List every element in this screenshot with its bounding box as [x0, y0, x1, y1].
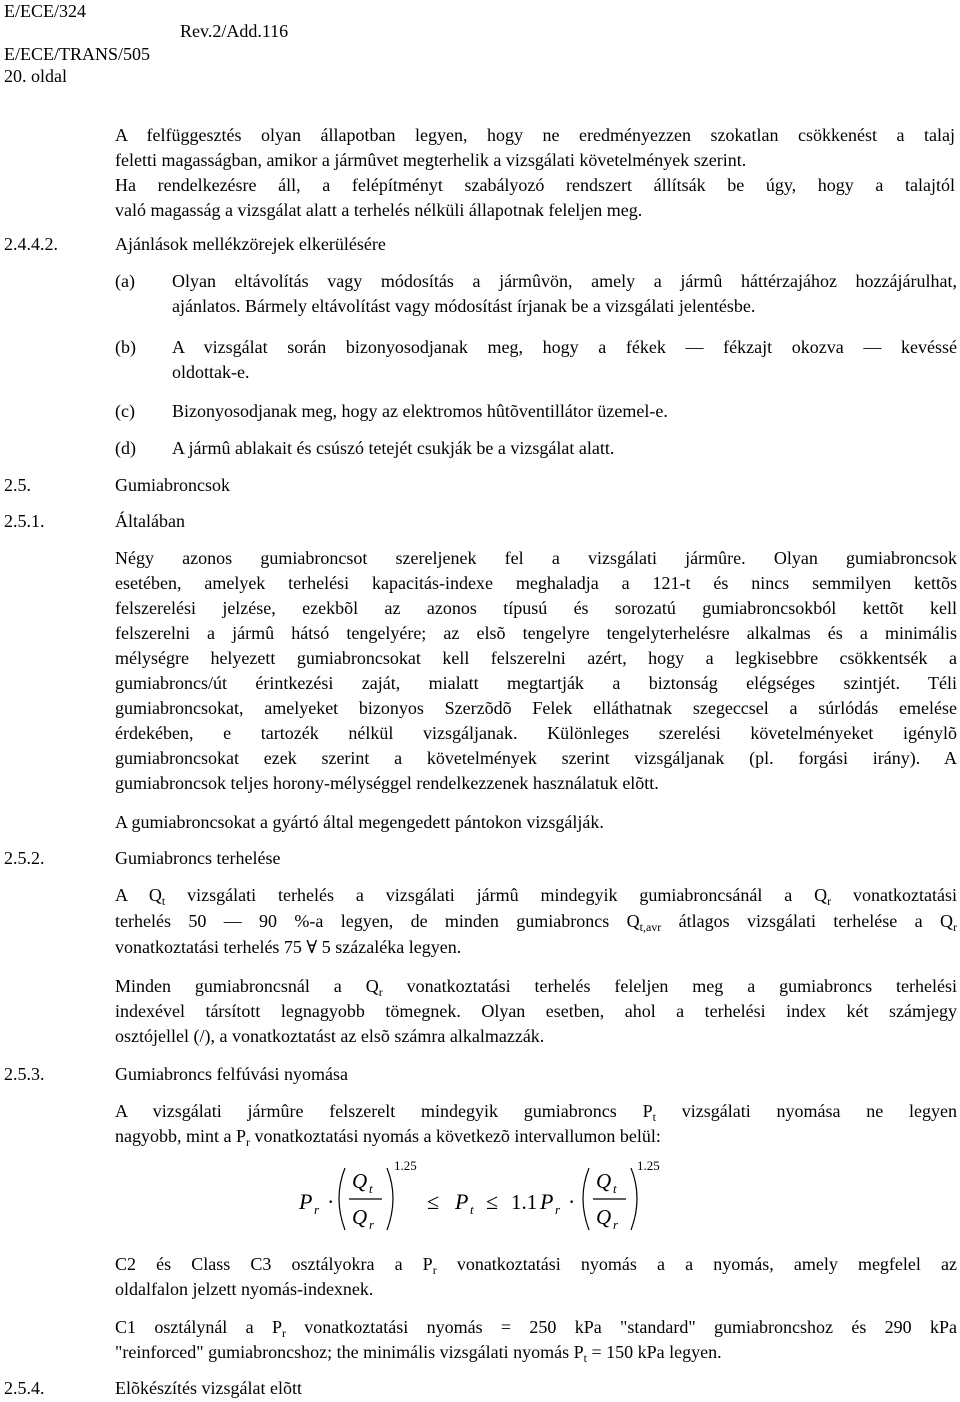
svg-text:t: t: [369, 1181, 373, 1196]
section-number: 2.5.4.: [4, 1378, 45, 1398]
paragraph-line: érdekében, e tartozék nélkül vizsgáljanak. Különleges szerelési követelményeket igénylõ: [115, 723, 957, 743]
paragraph-line: C2 és Class C3 osztályokra a $P_r$ vonatkoztatási nyomás a a nyomás, amely megfelel az: [115, 1254, 958, 1277]
section-number: 2.5.2.: [4, 848, 45, 868]
section-number: 2.5.: [4, 475, 31, 495]
svg-text:P: P: [299, 1189, 313, 1214]
svg-text:1.1: 1.1: [511, 1190, 538, 1214]
paragraph-line: "reinforced" gumiabroncshoz; the minimális vizsgálati nyomás $P_t = 150$ kPa legyen.: [115, 1342, 722, 1365]
svg-text:Q: Q: [596, 1169, 612, 1193]
intro-line: A felfüggesztés olyan állapotban legyen, hogy ne eredményezzen szokatlan csökkenést a talaj: [115, 125, 955, 145]
item-label: (c): [115, 401, 135, 421]
intro-line: Ha rendelkezésre áll, a felépítményt szabályozó rendszert állítsák be úgy, hogy a talajtól: [115, 175, 955, 195]
trans-code: E/ECE/TRANS/505: [4, 44, 151, 64]
paragraph-line: vonatkoztatási terhelés 75 ∀ 5 százaléka legyen.: [115, 937, 462, 957]
paragraph-line: A gumiabroncsokat a gyártó által megengedett pántokon vizsgálják.: [115, 812, 604, 832]
item-text: ajánlatos. Bármely eltávolítást vagy módosítást írjanak be a vizsgálati jelentésbe.: [172, 296, 756, 316]
paragraph-line: Négy azonos gumiabroncsot szereljenek fel a vizsgálati jármûre. Olyan gumiabroncsok: [115, 548, 957, 568]
paragraph-line: gumiabroncsokat, amelyeket bizonyos Szerzõdõ Felek elláthatnak szegeccsel a súrlódás emelése: [115, 698, 957, 718]
svg-text:t: t: [470, 1202, 474, 1217]
paragraph-line: A vizsgálati jármûre felszerelt mindegyik gumiabroncs $P_t$ vizsgálati nyomása ne legyen: [115, 1101, 957, 1124]
section-number: 2.5.3.: [4, 1064, 45, 1084]
section-title: Gumiabroncs felfúvási nyomása: [115, 1064, 348, 1084]
section-title: Gumiabroncs terhelése: [115, 848, 281, 868]
svg-text:r: r: [613, 1217, 619, 1232]
item-label: (b): [115, 337, 136, 357]
section-title: Gumiabroncsok: [115, 475, 230, 495]
paragraph-line: A $Q_t$ vizsgálati terhelés a vizsgálati jármû mindegyik gumiabroncsánál a $Q_r$ vonatkoztatási: [115, 885, 957, 908]
paragraph-line: felszerelési jelzése, ezekbõl az azonos típusú és sorozatú gumiabroncsokból kettõt kell: [115, 598, 957, 618]
doc-code: E/ECE/324: [4, 1, 86, 21]
svg-text:·: ·: [327, 1189, 335, 1214]
paragraph-line: Minden gumiabroncsnál a $Q_r$ vonatkoztatási terhelés feleljen meg a gumiabroncs terhelési: [115, 976, 957, 999]
item-label: (a): [115, 271, 135, 291]
svg-text:r: r: [314, 1202, 320, 1217]
item-text: Bizonyosodjanak meg, hogy az elektromos hûtõventillátor üzemel-e.: [172, 401, 668, 421]
section-title: Általában: [115, 511, 185, 531]
item-text: A jármû ablakait és csúszó tetejét csukják be a vizsgálat alatt.: [172, 438, 615, 458]
item-text: Olyan eltávolítás vagy módosítás a jármûvön, amely a jármû háttérzajához hozzájárulhat,: [172, 271, 957, 291]
paragraph-line: gumiabroncsok teljes horony-mélységgel rendelkezzenek használatuk elõtt.: [115, 773, 659, 793]
page-label: 20. oldal: [4, 66, 67, 86]
paragraph-line: indexével társított legnagyobb tömegnek. Olyan esetben, ahol a terhelési index két számjegy: [115, 1001, 957, 1021]
svg-text:Q: Q: [352, 1205, 368, 1229]
item-label: (d): [115, 438, 136, 458]
paragraph-line: nagyobb, mint a $P_r$ vonatkoztatási nyomás a következõ intervallumon belül:: [115, 1126, 661, 1149]
item-text: oldottak-e.: [172, 362, 250, 382]
svg-text:≤: ≤: [427, 1189, 440, 1214]
paragraph-line: mélységre helyezett gumiabroncsokat kell felszerelni azért, hogy a legkisebbre csökkentsék a: [115, 648, 957, 668]
intro-line: feletti magasságban, amikor a jármûvet megterhelik a vizsgálati követelmények szerint.: [115, 150, 747, 170]
paragraph-line: esetében, amelyek terhelési kapacitás-indexe meghaladja a 121-t és nincs semmilyen kettõs: [115, 573, 957, 593]
svg-text:·: ·: [568, 1189, 576, 1214]
paragraph-line: felszerelni a jármû hátsó tengelyére; az elsõ tengelyre tengelyterhelésre alkalmas és a minimális: [115, 623, 957, 643]
paragraph-line: osztójellel (/), a vonatkoztatást az elsõ számra alkalmazzák.: [115, 1026, 545, 1046]
svg-text:Q: Q: [352, 1169, 368, 1193]
paragraph-line: oldalfalon jelzett nyomás-indexnek.: [115, 1279, 374, 1299]
svg-text:Q: Q: [596, 1205, 612, 1229]
svg-text:t: t: [613, 1181, 617, 1196]
paragraph-line: gumiabroncsokat ezek szerint a követelmények szerint vizsgáljanak (pl. forgási irány). A: [115, 748, 957, 768]
paragraph-line: gumiabroncs/út érintkezési zaját, mialatt megtartják a biztonság elégséges szintjét. Téli: [115, 673, 957, 693]
paragraph-line: C1 osztálynál a $P_r$ vonatkoztatási nyomás = 250 kPa "standard" gumiabroncshoz és 290 kPa: [115, 1317, 957, 1340]
svg-text:1.25: 1.25: [637, 1158, 660, 1173]
pressure-formula: [297, 1158, 677, 1238]
item-text: A vizsgálat során bizonyosodjanak meg, hogy a fékek — fékzajt okozva — kevéssé: [172, 337, 957, 357]
svg-text:r: r: [555, 1202, 561, 1217]
section-title: Elõkészítés vizsgálat elõtt: [115, 1378, 302, 1398]
svg-text:r: r: [369, 1217, 375, 1232]
svg-text:P: P: [455, 1189, 469, 1214]
section-number: 2.4.4.2.: [4, 234, 58, 254]
paragraph-line: terhelés 50 — 90 %-a legyen, de minden gumiabroncs $Q_{t,avr}$ átlagos vizsgálati terhelése a $Q_r$: [115, 911, 957, 934]
svg-text:1.25: 1.25: [394, 1158, 417, 1173]
revision-code: Rev.2/Add.116: [180, 21, 289, 41]
section-number: 2.5.1.: [4, 511, 45, 531]
section-title: Ajánlások mellékzörejek elkerülésére: [115, 234, 386, 254]
svg-text:≤: ≤: [486, 1189, 499, 1214]
intro-line: való magasság a vizsgálat alatt a terhelés nélküli állapotnak feleljen meg.: [115, 200, 643, 220]
svg-text:P: P: [540, 1189, 554, 1214]
